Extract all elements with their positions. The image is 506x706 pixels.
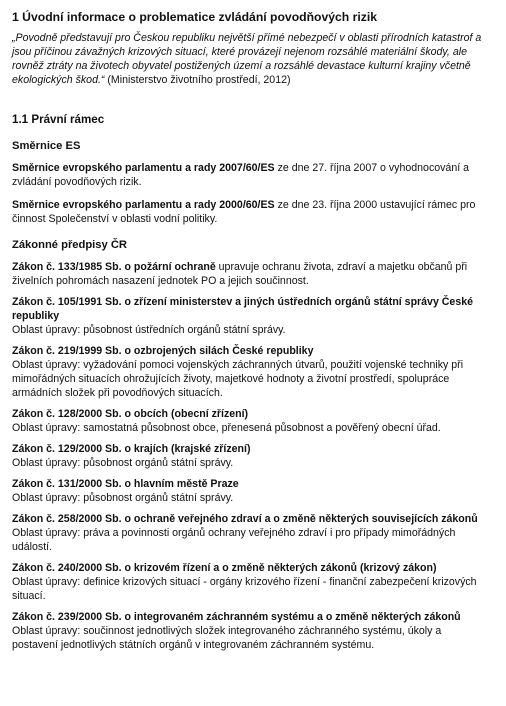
law-description: Oblast úpravy: definice krizových situací - orgány krizového řízení - finanční zabezpečení krizových situací. (12, 576, 477, 602)
quote-citation: (Ministerstvo životního prostředí, 2012) (104, 74, 291, 86)
es-heading: Směrnice ES (12, 140, 81, 152)
law-text: upravuje ochranu života, zdraví a majetku občanů při živelních pohromách nasazení jednotek PO a jejich součinnost. (12, 261, 468, 287)
section-heading: 1 Úvodní informace o problematice zvládání povodňových rizik (12, 10, 378, 24)
law-title: Zákon č. 258/2000 Sb. o ochraně veřejného zdraví a o změně některých souvisejících zákonů (12, 513, 478, 525)
directive-title: Směrnice evropského parlamentu a rady 2000/60/ES (12, 199, 275, 211)
law-title: Zákon č. 129/2000 Sb. o krajích (krajské zřízení) (12, 443, 251, 455)
directive-text: ze dne 27. října 2007 o vyhodnocování a zvládání povodňových rizik. (12, 162, 469, 188)
law-105-1991 (12, 295, 488, 337)
directive-text: ze dne 23. října 2000 ustavující rámec pro činnost Společenství v oblasti vodní politiky. (12, 199, 476, 225)
law-title: Zákon č. 131/2000 Sb. o hlavním městě Praze (12, 478, 239, 490)
law-description: Oblast úpravy: působnost ústředních orgánů státní správy. (12, 324, 286, 336)
law-description: Oblast úpravy: vyžadování pomoci vojenských záchranných útvarů, použití vojenské techniky při mimořádných situacích ohrožujících životy, majetkové hodnoty a životní prostředí, spolupráce armádních složek při povodňových situacích. (12, 359, 464, 399)
quote-text: „Povodně představují pro Českou republiku největší přímé nebezpečí v oblasti přírodních katastrof a jsou příčinou závažných krizových situací, které provázejí nejenom rozsáhlé materiální škody, ale rovněž ztráty na životech obyvatel postižených území a rozsáhlé devastace kulturní krajiny včetně ekologických škod.“ (12, 32, 482, 86)
law-131-2000 (12, 477, 488, 505)
law-title: Zákon č. 133/1985 Sb. o požární ochraně (12, 261, 216, 273)
cz-heading: Zákonné předpisy ČR (12, 239, 128, 251)
law-133-1985 (12, 260, 488, 288)
directive-2007-60 (12, 161, 488, 189)
law-title: Zákon č. 128/2000 Sb. o obcích (obecní zřízení) (12, 408, 249, 420)
law-description: Oblast úpravy: samostatná působnost obce, přenesená působnost a pověřený obecní úřad. (12, 422, 441, 434)
law-description: Oblast úpravy: součinnost jednotlivých složek integrovaného záchranného systému, úkoly a postavení jednotlivých státních orgánů v integrovaném záchranném systému. (12, 625, 442, 651)
law-description: Oblast úpravy: působnost orgánů státní správy. (12, 457, 234, 469)
intro-quote (12, 31, 488, 87)
law-description: Oblast úpravy: působnost orgánů státní správy. (12, 492, 234, 504)
law-219-1999 (12, 344, 488, 400)
law-description: Oblast úpravy: práva a povinnosti orgánů ochrany veřejného zdraví i pro případy mimořádných událostí. (12, 527, 456, 553)
law-title: Zákon č. 219/1999 Sb. o ozbrojených silách České republiky (12, 345, 314, 357)
directive-2000-60 (12, 198, 488, 226)
law-title: Zákon č. 240/2000 Sb. o krizovém řízení a o změně některých zákonů (krizový zákon) (12, 562, 437, 574)
directive-title: Směrnice evropského parlamentu a rady 2007/60/ES (12, 162, 275, 174)
subsection-heading: 1.1 Právní rámec (12, 113, 105, 126)
law-240-2000 (12, 561, 488, 603)
law-title: Zákon č. 239/2000 Sb. o integrovaném záchranném systému a o změně některých zákonů (12, 611, 461, 623)
law-239-2000 (12, 610, 488, 652)
law-258-2000 (12, 512, 488, 554)
law-128-2000 (12, 407, 488, 435)
law-129-2000 (12, 442, 488, 470)
law-title: Zákon č. 105/1991 Sb. o zřízení ministerstev a jiných ústředních orgánů státní správy České republiky (12, 296, 473, 322)
